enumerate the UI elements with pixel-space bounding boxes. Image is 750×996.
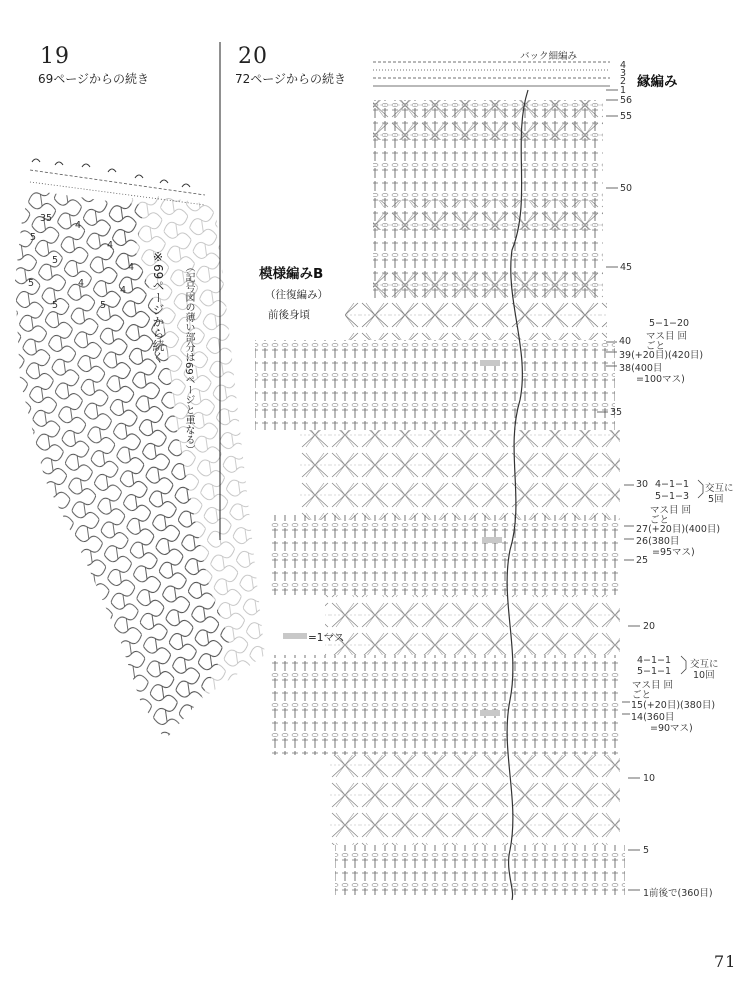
left-stitch-label: 5 <box>52 300 59 311</box>
left-stitch-label: 35 <box>40 213 53 224</box>
decrease-2-c: マス目 回 <box>650 505 692 516</box>
section-20-subtitle: 72ページからの続き <box>235 72 347 86</box>
row-label-40: 40 <box>619 336 632 347</box>
row-label-27: 27(+20目)(400目) <box>636 524 721 535</box>
row-label-4: 4 <box>620 60 627 71</box>
row-label-2: 2 <box>620 76 627 87</box>
edging-title: 縁編み <box>637 74 678 90</box>
left-stitch-label: 4 <box>120 285 127 296</box>
decrease-1-line2: マス目 回 <box>646 331 688 342</box>
left-stitch-label: 4 <box>128 262 135 273</box>
decrease-3-d: ごと <box>632 690 652 701</box>
decrease-3-b: 5−1−1 <box>637 666 672 677</box>
decrease-1-line3: ごと <box>646 341 666 352</box>
row-label-15: 15(+20目)(380目) <box>631 700 716 711</box>
row-label-1: 1前後で(360目) <box>643 888 713 899</box>
decrease-3-times: 10回 <box>693 670 715 681</box>
decrease-2-a: 4−1−1 <box>655 479 690 490</box>
left-stitch-label: 5 <box>28 278 35 289</box>
decrease-2-times: 5回 <box>708 494 724 505</box>
continuation-note: ※69ページから続く <box>151 250 165 364</box>
row-label-39: 39(+20目)(420目) <box>619 350 704 361</box>
row-label-30: 30 <box>636 479 649 490</box>
row-label-26b: =95マス) <box>652 547 695 558</box>
row-label-45: 45 <box>620 262 633 273</box>
body-label: 前後身頃 <box>268 309 310 321</box>
page-number: 71 <box>714 952 737 971</box>
section-19-subtitle: 69ページからの続き <box>38 72 150 86</box>
row-label-3: 3 <box>620 68 627 79</box>
decrease-1-line1: 5−1−20 <box>649 318 690 329</box>
row-label-25: 25 <box>636 555 649 566</box>
row-label-10: 10 <box>643 773 656 784</box>
overlap-note: （記号図の薄い部分は69ページと重なる） <box>183 262 194 455</box>
decrease-2-d: ごと <box>650 515 670 526</box>
row-label-50: 50 <box>620 183 633 194</box>
left-stitch-label: 4 <box>75 220 82 231</box>
row-label-1: 1 <box>620 85 627 96</box>
row-label-35: 35 <box>610 407 623 418</box>
section-19-number: 19 <box>40 44 70 69</box>
decrease-3-c: マス目 回 <box>632 680 674 691</box>
row-label-56: 56 <box>620 95 633 106</box>
left-stitch-label: 4 <box>107 240 114 251</box>
row-label-5: 5 <box>643 845 650 856</box>
row-label-55: 55 <box>620 111 633 122</box>
decrease-3-alt: 交互に <box>690 659 719 670</box>
pattern-b-title: 模様編みB <box>259 266 324 282</box>
back-stitch-label: バック細編み <box>520 51 578 62</box>
left-stitch-label: 4 <box>78 278 85 289</box>
row-label-14b: =90マス) <box>650 723 693 734</box>
row-label-20: 20 <box>643 621 656 632</box>
decrease-2-alt: 交互に <box>705 483 734 494</box>
row-label-38b: =100マス) <box>636 374 685 385</box>
left-stitch-label: 5 <box>100 300 107 311</box>
legend-label: =1マス <box>308 632 345 644</box>
section-20-number: 20 <box>238 44 268 69</box>
decrease-3-a: 4−1−1 <box>637 655 672 666</box>
row-label-14: 14(360目 <box>631 712 675 723</box>
left-stitch-label: 5 <box>30 232 37 243</box>
row-label-38: 38(400目 <box>619 363 663 374</box>
decrease-2-b: 5−1−3 <box>655 491 690 502</box>
row-label-26: 26(380目 <box>636 536 680 547</box>
pattern-b-sub: （往復編み） <box>265 289 328 301</box>
left-stitch-label: 5 <box>52 255 59 266</box>
